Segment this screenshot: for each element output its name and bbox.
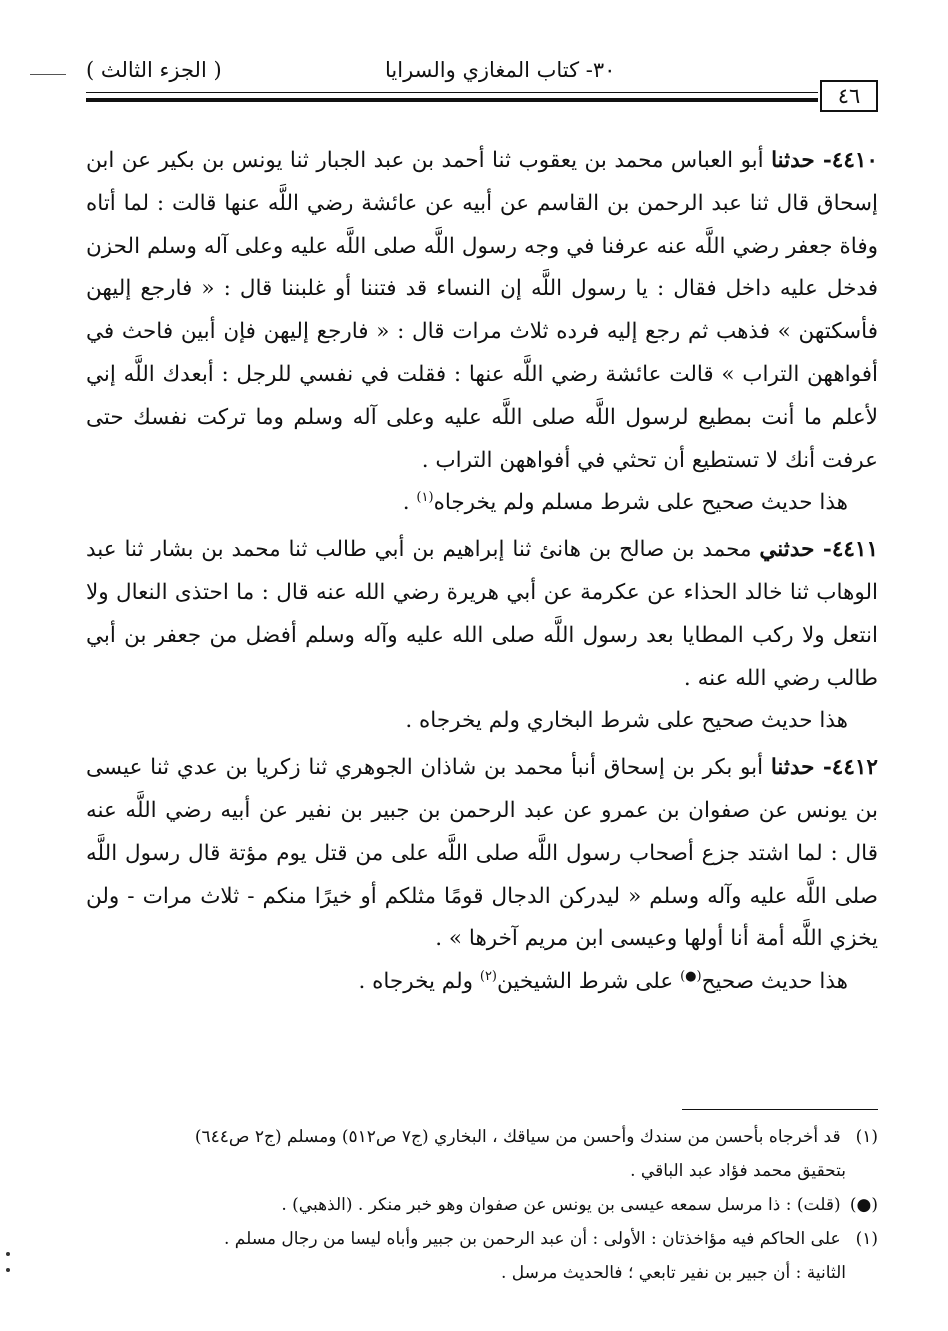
main-text <box>86 140 878 1004</box>
page-number: ٤٦ <box>837 84 861 108</box>
footnote-2 <box>86 1222 878 1256</box>
hadith-verdict: هذا حديث صحيح على شرط البخاري ولم يخرجاه . <box>405 708 848 734</box>
hadith-verdict: هذا حديث صحيح على شرط مسلم ولم يخرجاه$^{(١)}$ . <box>402 490 848 516</box>
hadith-verdict: هذا حديث صحيح(●) على شرط الشيخين$^{(٢)}$ ولم يخرجاه . <box>358 968 848 995</box>
footnote-ref: (٢) <box>479 968 497 984</box>
footnote-1 <box>86 1120 878 1154</box>
footnote-mark: (١) <box>855 1127 878 1147</box>
footnote-separator <box>682 1109 878 1110</box>
scan-speck <box>6 1268 10 1272</box>
hadith-4412 <box>86 747 878 961</box>
page-number-box <box>820 80 878 112</box>
hadith-number: ٤٤١١ <box>831 537 879 563</box>
hadith-4411 <box>86 529 878 700</box>
footnote-dot <box>86 1188 878 1222</box>
footnotes <box>86 1120 878 1290</box>
footnote-mark: (●) <box>849 1195 878 1215</box>
footnote-text: قد أخرجاه بأحسن من سندك وأحسن من سياقك ، البخاري (ج٧ ص٥١٢) ومسلم (ج٢ ص٦٤٤) <box>194 1127 841 1147</box>
footnote-1-continued: بتحقيق محمد فؤاد عبد الباقي . <box>630 1161 846 1181</box>
hadith-text: أبو العباس محمد بن يعقوب ثنا أحمد بن عبد الجبار ثنا يونس بن بكير عن ابن إسحاق قال ثنا عبد الرحمن بن القاسم عن أبيه عن عائشة رضي اللَّه عنها قالت : لما أتاه وفاة جعفر رضي اللَّه عنه عرفنا في وجه رسول اللَّه صلى اللَّه عليه وعلى آله وسلم الحزن فدخل عليه داخل فقال : يا رسول اللَّه إن النساء قد فتننا أو غلبننا قال : « فارجع إليهن فأسكتهن » فذهب ثم رجع إليه فرده ثلاث مرات قال : « فارجع إليهن فإن أبين فاحث في أفواههن التراب » قالت عائشة رضي اللَّه عنها : فقلت في نفسي للرجل : أبعدك اللَّه إني لأعلم ما أنت بمطيع لرسول اللَّه صلى اللَّه عليه وعلى آله وسلم وما تركت نفسك حتى عرفت أنك لا تستطيع أن تحثي في أفواههن التراب . <box>86 148 878 473</box>
hadith-lead: - حدثنا <box>771 148 832 173</box>
footnote-ref-dot: (●) <box>680 968 702 984</box>
footnote-mark: (١) <box>855 1229 878 1249</box>
hadith-text: أبو بكر بن إسحاق أنبأ محمد بن شاذان الجوهري ثنا زكريا بن عدي ثنا عيسى بن يونس عن صفوان بن عمرو عن عبد الرحمن بن جبير بن نفير عن أبيه رضي اللَّه عنه قال : لما اشتد جزع أصحاب رسول اللَّه صلى اللَّه على من قتل يوم مؤتة قال رسول اللَّه صلى اللَّه عليه وآله وسلم « ليدركن الدجال قومًا مثلكم أو خيرًا منكم - ثلاث مرات - ولن يخزي اللَّه أمة أنا أولها وعيسى ابن مريم آخرها » . <box>86 755 878 952</box>
hadith-number: ٤٤١٢ <box>831 755 878 781</box>
footnote-text: على الحاكم فيه مؤاخذتان : الأولى : أن عبد الرحمن بن جبير وأباه ليسا من رجال مسلم . <box>223 1229 841 1249</box>
header-rule-thin <box>86 92 818 93</box>
header-rule-thick <box>86 98 818 102</box>
header-part-label: ( الجزء الثالث ) <box>86 58 222 82</box>
hadith-lead: - حدثني <box>759 537 832 563</box>
hadith-text: محمد بن صالح بن هانئ ثنا إبراهيم بن أبي طالب ثنا محمد بن بشار ثنا عبد الوهاب ثنا خالد الحذاء عن عكرمة عن أبي هريرة رضي الله عنه قال : ما احتذى النعال ولا انتعل ولا ركب المطايا بعد رسول اللَّه صلى الله عليه وآله وسلم أفضل من جعفر بن أبي طالب رضي الله عنه . <box>86 537 878 691</box>
footnote-2-continued: الثانية : أن جبير بن نفير تابعي ؛ فالحديث مرسل . <box>500 1263 846 1283</box>
hadith-lead: - حدثنا <box>770 755 832 781</box>
hadith-number: ٤٤١٠ <box>831 148 878 173</box>
footnote-ref: (١) <box>416 490 434 506</box>
header-stub-line <box>30 74 66 75</box>
scan-speck <box>6 1252 10 1256</box>
hadith-4410 <box>86 140 878 482</box>
header-book-title: ٣٠- كتاب المغازي والسرايا <box>385 58 616 82</box>
footnote-text: (قلت) : ذا مرسل سمعه عيسى بن يونس عن صفوان وهو خبر منكر . (الذهبي) . <box>281 1195 841 1215</box>
